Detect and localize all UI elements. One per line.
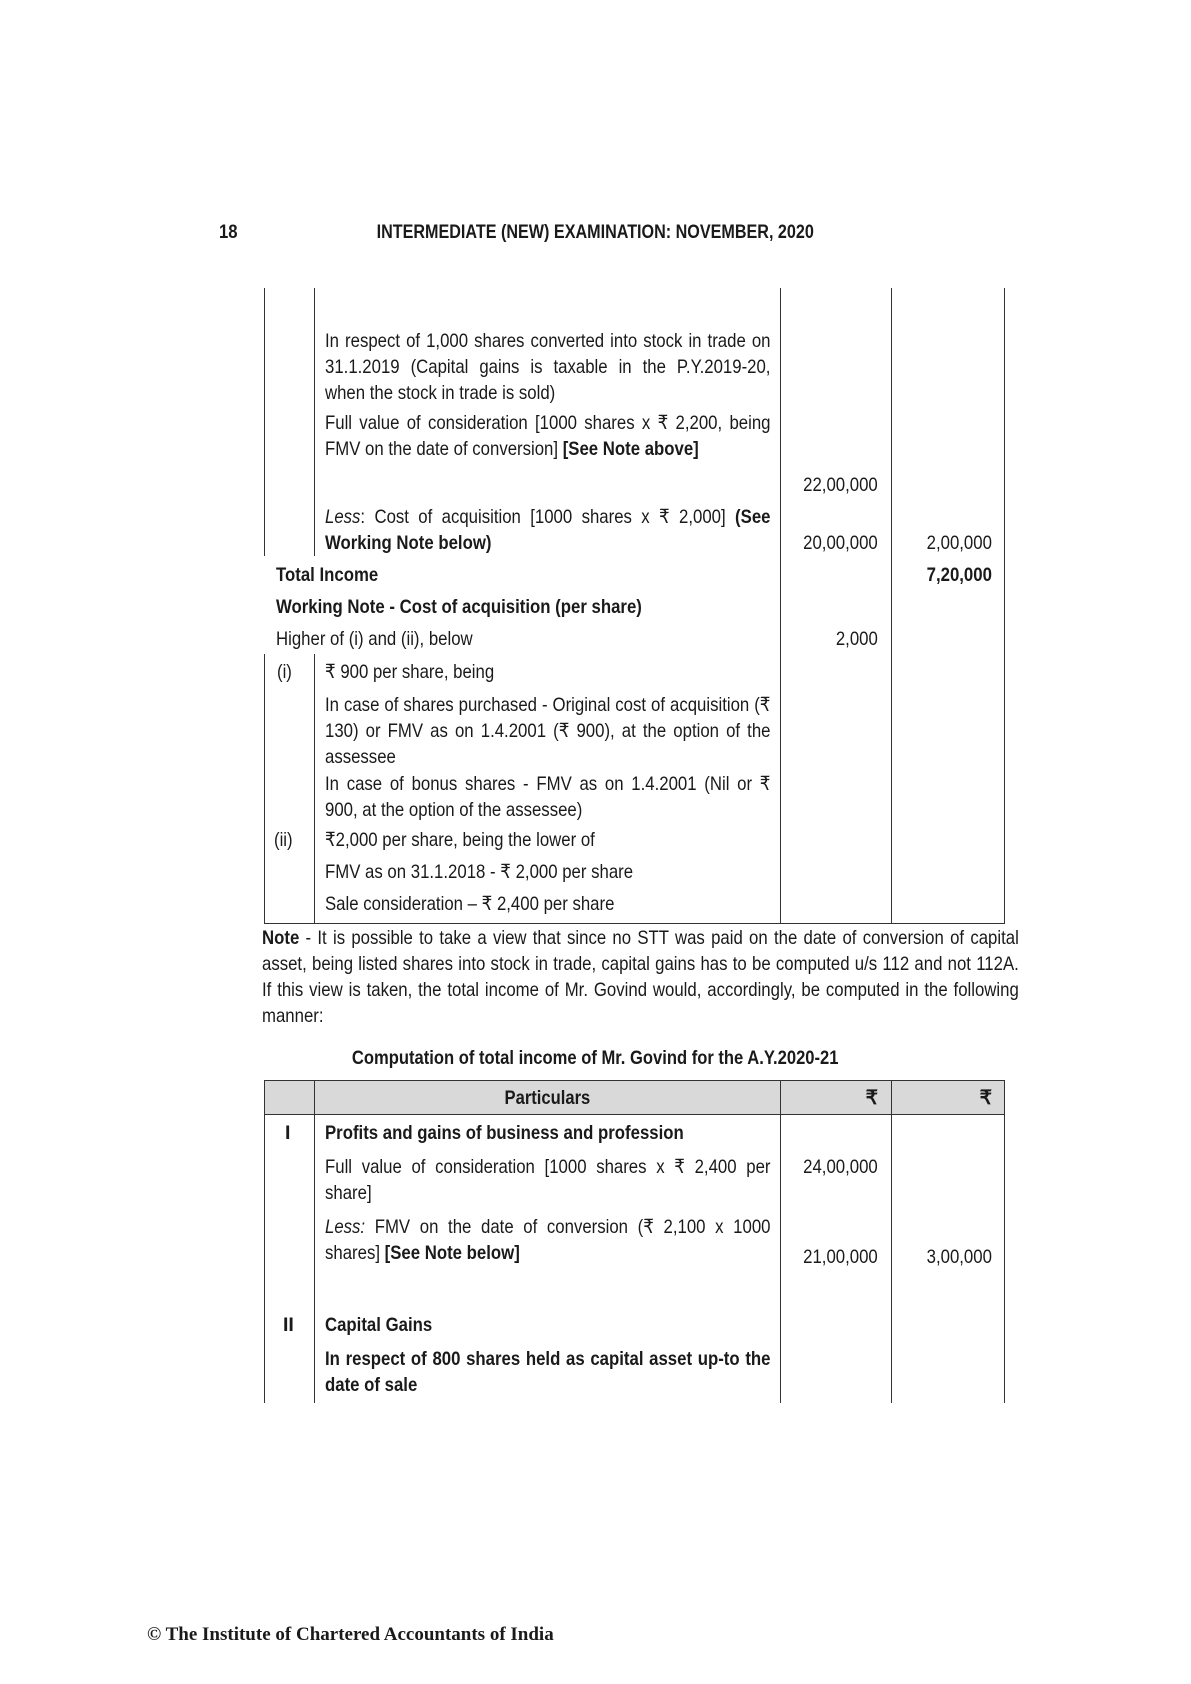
shares-conversion-text: In respect of 1,000 shares converted into stock in trade on 31.1.2019 (Capital gains is taxable in the P.Y.2019-20, when the stock in trade is sold): [325, 330, 771, 404]
table1-col-divider-amount2: [891, 288, 892, 923]
less-amount: 20,00,000: [803, 532, 878, 554]
row1-number: I: [285, 1122, 291, 1144]
page-footer: © The Institute of Chartered Accountants of India: [147, 1624, 554, 1645]
table2-left-border: [264, 1080, 265, 1403]
full-value-consideration: Full value of consideration [1000 shares x ₹ 2,200, being FMV on the date of conversion] [See Note above]: [325, 412, 771, 460]
row2-sub: In respect of 800 shares held as capital asset up-to the date of sale: [325, 1348, 771, 1396]
table1-left-border-top: [264, 288, 265, 556]
header-particulars: Particulars: [504, 1087, 590, 1109]
item-ii-text: ₹2,000 per share, being the lower of: [325, 829, 595, 851]
page-header: INTERMEDIATE (NEW) EXAMINATION: NOVEMBER, 2020: [376, 222, 815, 243]
item-i-shares: In case of shares purchased - Original cost of acquisition (₹ 130) or FMV as on 1.4.2001 (₹ 900), at the option of the assessee: [325, 694, 771, 768]
table2-title: Computation of total income of Mr. Govind for the A.Y.2020-21: [352, 1047, 839, 1069]
header-rupee-2: ₹: [979, 1087, 992, 1109]
row1-less-fmv: Less: FMV on the date of conversion (₹ 2,100 x 1000 shares] [See Note below]: [325, 1216, 771, 1264]
table2-right-border: [1004, 1080, 1005, 1403]
row2-number: II: [283, 1314, 294, 1336]
item-ii-fmv: FMV as on 31.1.2018 - ₹ 2,000 per share: [325, 861, 634, 883]
table2-header-bottom: [264, 1114, 1005, 1115]
row1-heading: Profits and gains of business and profession: [325, 1122, 684, 1144]
total-income-amount: 7,20,000: [926, 564, 992, 586]
row1-net-amount: 3,00,000: [926, 1246, 992, 1268]
item-ii-label: (ii): [274, 829, 293, 851]
table1-right-border: [1004, 288, 1005, 923]
less-cost-of-acquisition: Less: Cost of acquisition [1000 shares x ₹ 2,000] (See Working Note below): [325, 506, 771, 554]
item-i-bonus: In case of bonus shares - FMV as on 1.4.2001 (Nil or ₹ 900, at the option of the assessee): [325, 773, 771, 821]
item-i-text: ₹ 900 per share, being: [325, 661, 495, 683]
total-income-label: Total Income: [276, 564, 379, 586]
higher-of-amount: 2,000: [836, 628, 878, 650]
table2-top-border: [264, 1080, 1005, 1081]
higher-of-text: Higher of (i) and (ii), below: [276, 628, 473, 650]
row1-less-amount: 21,00,000: [803, 1246, 878, 1268]
table2-col-divider-amount2: [891, 1080, 892, 1403]
less-net-amount: 2,00,000: [926, 532, 992, 554]
item-i-label: (i): [277, 661, 292, 683]
table1-left-border-bottom: [264, 654, 265, 923]
note-paragraph: Note - It is possible to take a view that since no STT was paid on the date of conversion of capital asset, being listed shares into stock in trade, capital gains has to be computed u/s 112 and not 112A. If this view is taken, the total income of Mr. Govind would, accordingly, be computed in the following manner:: [262, 927, 1019, 1027]
page-number: 18: [219, 222, 238, 243]
row2-heading: Capital Gains: [325, 1314, 433, 1336]
table1-col-divider-bottom: [314, 654, 315, 923]
table1-col-divider-amount1: [780, 288, 781, 923]
table2-col-divider-num: [314, 1080, 315, 1403]
table1-bottom-border: [264, 923, 1005, 924]
item-ii-sale: Sale consideration – ₹ 2,400 per share: [325, 893, 615, 915]
row1-fvc: Full value of consideration [1000 shares x ₹ 2,400 per share]: [325, 1156, 771, 1204]
fvc-amount: 22,00,000: [803, 474, 878, 496]
table1-col-divider-top: [314, 288, 315, 556]
row1-fvc-amount: 24,00,000: [803, 1156, 878, 1178]
table2-col-divider-amount1: [780, 1080, 781, 1403]
header-rupee-1: ₹: [865, 1087, 878, 1109]
working-note-title: Working Note - Cost of acquisition (per share): [276, 596, 642, 618]
